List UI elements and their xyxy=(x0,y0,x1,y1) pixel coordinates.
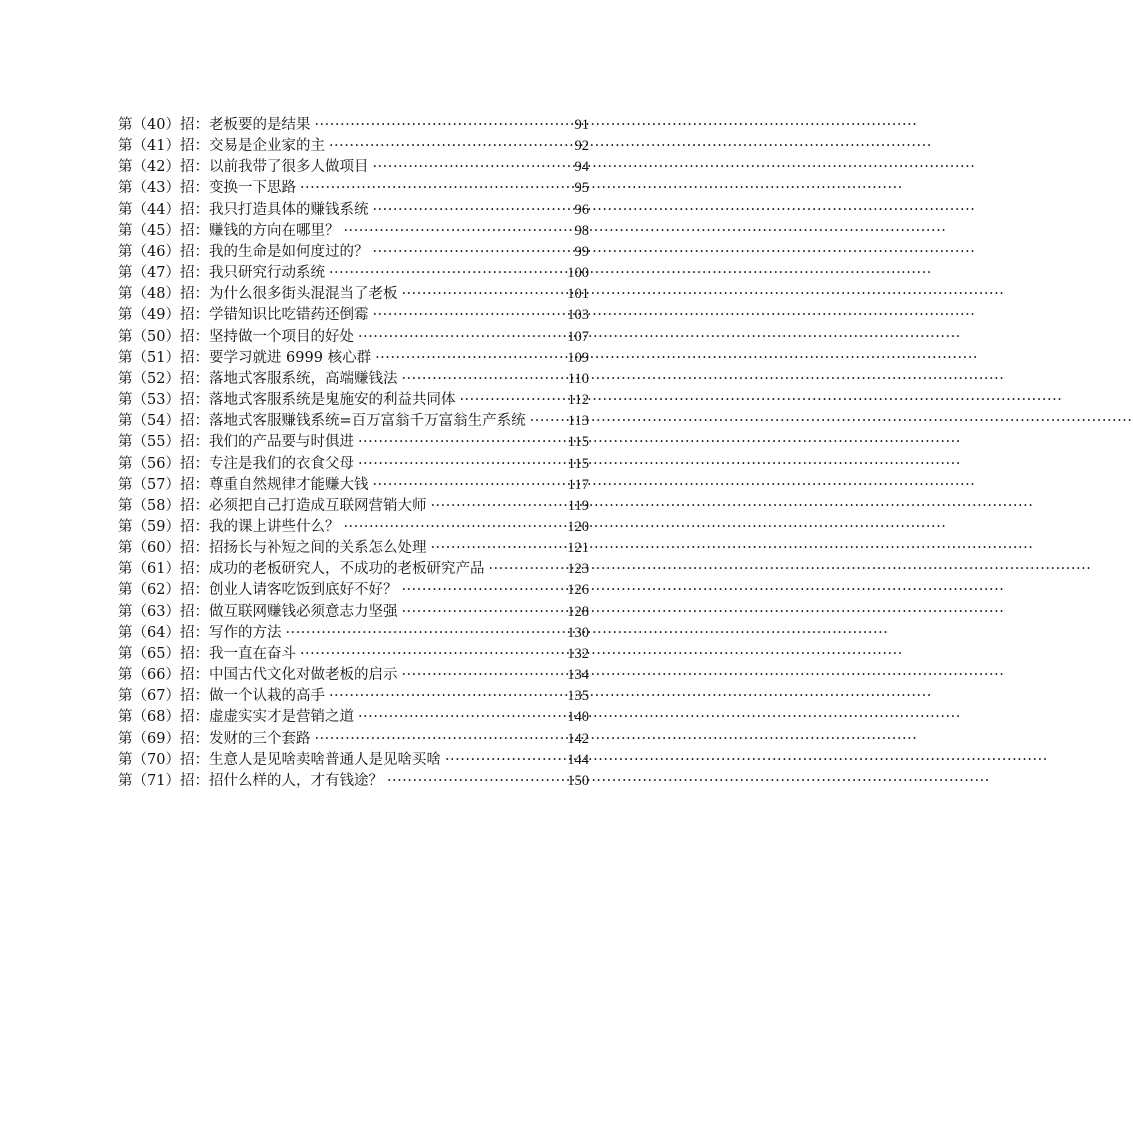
entry-number: 第（44）招： xyxy=(118,201,209,218)
dot-leader xyxy=(372,200,573,221)
entry-page-number: 101 xyxy=(567,286,589,303)
entry-title: 赚钱的方向在哪里？ xyxy=(208,222,340,239)
toc-entry[interactable] xyxy=(118,221,589,242)
entry-page-number: 110 xyxy=(567,370,589,387)
dot-leader xyxy=(343,517,566,538)
toc-entry[interactable] xyxy=(118,750,589,771)
entry-title: 坚持做一个项目的好处 xyxy=(208,328,354,345)
toc-entry[interactable] xyxy=(118,263,589,284)
entry-number: 第（56）招： xyxy=(118,455,209,472)
table-of-contents xyxy=(118,115,589,792)
entry-page-number: 109 xyxy=(567,349,589,366)
toc-entry[interactable] xyxy=(118,327,589,348)
entry-page-number: 126 xyxy=(567,582,589,599)
dot-leader xyxy=(329,136,574,157)
entry-title: 写作的方法 xyxy=(208,624,282,641)
entry-page-number: 128 xyxy=(567,603,589,620)
toc-entry[interactable] xyxy=(118,665,589,686)
toc-entry[interactable] xyxy=(118,580,589,601)
entry-number: 第（58）招： xyxy=(118,497,209,514)
toc-entry[interactable] xyxy=(118,559,589,580)
entry-number: 第（60）招： xyxy=(118,540,209,557)
entry-title: 我们的产品要与时俱进 xyxy=(208,434,354,451)
entry-page-number: 121 xyxy=(567,540,589,557)
entry-number: 第（42）招： xyxy=(118,159,209,176)
toc-entry[interactable] xyxy=(118,305,589,326)
entry-title: 尊重自然规律才能赚大钱 xyxy=(208,476,369,493)
entry-title: 做一个认栽的高手 xyxy=(208,688,325,705)
entry-title: 学错知识比吃错药还倒霉 xyxy=(208,307,369,324)
dot-leader xyxy=(314,115,573,136)
entry-title: 要学习就进 6999 核心群 xyxy=(208,349,372,366)
toc-entry[interactable] xyxy=(118,136,589,157)
entry-title: 生意人是见啥卖啥普通人是见啥买啥 xyxy=(208,751,441,768)
dot-leader xyxy=(285,623,566,644)
dot-leader xyxy=(401,665,566,686)
entry-title: 我的生命是如何度过的？ xyxy=(208,243,369,260)
entry-title: 成功的老板研究人，不成功的老板研究产品 xyxy=(208,561,485,578)
entry-number: 第（69）招： xyxy=(118,730,209,747)
dot-leader xyxy=(401,284,566,305)
toc-entry[interactable] xyxy=(118,178,589,199)
entry-title: 招什么样的人，才有钱途？ xyxy=(208,772,383,789)
toc-entry[interactable] xyxy=(118,644,589,665)
entry-number: 第（66）招： xyxy=(118,667,209,684)
toc-entry[interactable] xyxy=(118,707,589,728)
dot-leader xyxy=(300,178,574,199)
entry-page-number: 123 xyxy=(567,561,589,578)
entry-number: 第（41）招： xyxy=(118,138,209,155)
dot-leader xyxy=(372,305,566,326)
entry-number: 第（40）招： xyxy=(118,117,209,133)
dot-leader xyxy=(430,538,566,559)
toc-entry[interactable] xyxy=(118,517,589,538)
entry-number: 第（51）招： xyxy=(118,349,209,366)
entry-page-number: 150 xyxy=(567,772,589,789)
dot-leader xyxy=(401,602,566,623)
entry-number: 第（61）招： xyxy=(118,561,209,578)
entry-page-number: 95 xyxy=(574,180,589,197)
entry-title: 变换一下思路 xyxy=(208,180,296,197)
entry-title: 落地式客服赚钱系统=百万富翁千万富翁生产系统 xyxy=(208,413,526,430)
entry-number: 第（68）招： xyxy=(118,709,209,726)
dot-leader xyxy=(358,707,566,728)
entry-number: 第（65）招： xyxy=(118,645,209,662)
toc-entry[interactable] xyxy=(118,771,589,792)
dot-leader xyxy=(358,432,567,453)
toc-entry[interactable] xyxy=(118,369,589,390)
entry-page-number: 94 xyxy=(574,159,589,176)
dot-leader xyxy=(358,454,567,475)
entry-number: 第（62）招： xyxy=(118,582,209,599)
entry-number: 第（64）招： xyxy=(118,624,209,641)
dot-leader xyxy=(300,644,566,665)
entry-number: 第（45）招： xyxy=(118,222,209,239)
dot-leader xyxy=(459,390,566,411)
dot-leader xyxy=(343,221,573,242)
dot-leader xyxy=(372,157,573,178)
toc-entry[interactable] xyxy=(118,496,589,517)
entry-page-number: 100 xyxy=(567,265,589,282)
dot-leader xyxy=(530,411,567,432)
entry-title: 中国古代文化对做老板的启示 xyxy=(208,667,398,684)
entry-page-number: 103 xyxy=(567,307,589,324)
entry-number: 第（57）招： xyxy=(118,476,209,493)
entry-title: 以前我带了很多人做项目 xyxy=(208,159,369,176)
toc-entry[interactable] xyxy=(118,454,589,475)
entry-title: 创业人请客吃饭到底好不好？ xyxy=(208,582,398,599)
entry-title: 交易是企业家的主 xyxy=(208,138,325,155)
entry-number: 第（53）招： xyxy=(118,392,209,409)
toc-entry[interactable] xyxy=(118,284,589,305)
dot-leader xyxy=(329,263,566,284)
entry-number: 第（49）招： xyxy=(118,307,209,324)
entry-title: 发财的三个套路 xyxy=(208,730,311,747)
entry-title: 我的课上讲些什么？ xyxy=(208,518,340,535)
entry-number: 第（67）招： xyxy=(118,688,209,705)
entry-page-number: 130 xyxy=(567,624,589,641)
entry-title: 我只打造具体的赚钱系统 xyxy=(208,201,369,218)
entry-number: 第（59）招： xyxy=(118,518,209,535)
entry-number: 第（43）招： xyxy=(118,180,209,197)
entry-number: 第（54）招： xyxy=(118,413,209,430)
dot-leader xyxy=(314,729,566,750)
entry-page-number: 120 xyxy=(567,518,589,535)
entry-page-number: 107 xyxy=(567,328,589,345)
entry-number: 第（52）招： xyxy=(118,370,209,387)
entry-title: 老板要的是结果 xyxy=(208,117,311,133)
toc-entry[interactable] xyxy=(118,348,589,369)
dot-leader xyxy=(445,750,566,771)
toc-entry[interactable] xyxy=(118,623,589,644)
entry-page-number: 113 xyxy=(567,413,589,430)
toc-entry[interactable] xyxy=(118,538,589,559)
toc-entry[interactable] xyxy=(118,157,589,178)
entry-page-number: 135 xyxy=(567,688,589,705)
dot-leader xyxy=(375,348,566,369)
toc-entry[interactable] xyxy=(118,200,589,221)
entry-page-number: 98 xyxy=(574,222,589,239)
entry-title: 虚虚实实才是营销之道 xyxy=(208,709,354,726)
dot-leader xyxy=(372,475,566,496)
dot-leader xyxy=(329,686,566,707)
entry-page-number: 115 xyxy=(567,434,589,451)
entry-page-number: 140 xyxy=(567,709,589,726)
dot-leader xyxy=(358,327,566,348)
entry-page-number: 117 xyxy=(567,476,589,493)
entry-title: 必须把自己打造成互联网营销大师 xyxy=(208,497,427,514)
entry-number: 第（47）招： xyxy=(118,265,209,282)
dot-leader xyxy=(387,771,566,792)
entry-title: 我只研究行动系统 xyxy=(208,265,325,282)
entry-number: 第（48）招： xyxy=(118,286,209,303)
toc-entry[interactable] xyxy=(118,242,589,263)
entry-page-number: 144 xyxy=(567,751,589,768)
toc-entry[interactable] xyxy=(118,729,589,750)
toc-entry[interactable] xyxy=(118,411,589,432)
dot-leader xyxy=(372,242,573,263)
entry-title: 做互联网赚钱必须意志力坚强 xyxy=(208,603,398,620)
entry-number: 第（50）招： xyxy=(118,328,209,345)
dot-leader xyxy=(401,580,566,601)
entry-number: 第（63）招： xyxy=(118,603,209,620)
entry-number: 第（71）招： xyxy=(118,772,209,789)
entry-page-number: 119 xyxy=(567,497,589,514)
dot-leader xyxy=(488,559,566,580)
entry-page-number: 132 xyxy=(567,645,589,662)
entry-title: 招扬长与补短之间的关系怎么处理 xyxy=(208,540,427,557)
toc-entry[interactable] xyxy=(118,432,589,453)
entry-title: 落地式客服系统是鬼施安的利益共同体 xyxy=(208,392,456,409)
toc-entry[interactable] xyxy=(118,115,589,136)
entry-title: 我一直在奋斗 xyxy=(208,645,296,662)
entry-title: 专注是我们的衣食父母 xyxy=(208,455,354,472)
entry-page-number: 91 xyxy=(574,117,589,133)
entry-title: 为什么很多街头混混当了老板 xyxy=(208,286,398,303)
entry-page-number: 92 xyxy=(574,138,589,155)
toc-entry[interactable] xyxy=(118,475,589,496)
entry-page-number: 96 xyxy=(574,201,589,218)
toc-entry[interactable] xyxy=(118,686,589,707)
entry-page-number: 99 xyxy=(574,243,589,260)
dot-leader xyxy=(401,369,566,390)
entry-number: 第（55）招： xyxy=(118,434,209,451)
entry-title: 落地式客服系统，高端赚钱法 xyxy=(208,370,398,387)
entry-page-number: 115 xyxy=(567,455,589,472)
entry-number: 第（46）招： xyxy=(118,243,209,260)
entry-page-number: 112 xyxy=(567,392,589,409)
entry-page-number: 134 xyxy=(567,667,589,684)
entry-page-number: 142 xyxy=(567,730,589,747)
toc-entry[interactable] xyxy=(118,390,589,411)
dot-leader xyxy=(430,496,566,517)
toc-entry[interactable] xyxy=(118,602,589,623)
entry-number: 第（70）招： xyxy=(118,751,209,768)
